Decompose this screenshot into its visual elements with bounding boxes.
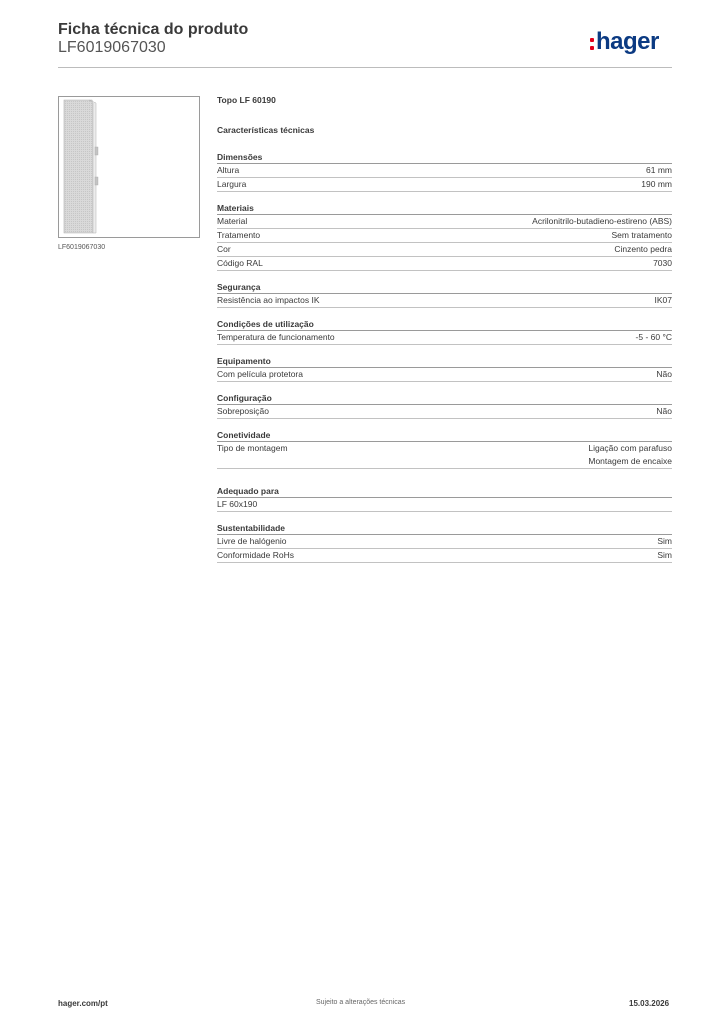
- section-title: Segurança: [217, 281, 672, 294]
- logo-text: hager: [596, 28, 659, 55]
- section-title: Conetividade: [217, 429, 672, 442]
- footer-date: 15.03.2026: [629, 999, 670, 1008]
- spec-label: Livre de halógenio: [217, 536, 287, 546]
- spec-heading: Características técnicas: [217, 125, 315, 135]
- spec-section: [217, 429, 672, 469]
- spec-value: [532, 215, 672, 228]
- spec-value: [614, 243, 672, 256]
- spec-value-line: Sim: [657, 550, 672, 560]
- spec-value: [588, 442, 672, 468]
- spec-value: [641, 178, 672, 191]
- spec-label: LF 60x190: [217, 499, 258, 509]
- spec-section: [217, 522, 672, 563]
- spec-value-line: Sim: [657, 536, 672, 546]
- spec-value: [656, 368, 672, 381]
- spec-section: [217, 392, 672, 419]
- spec-label: Tratamento: [217, 230, 261, 240]
- spec-value-line: 7030: [653, 258, 672, 268]
- spec-value: [655, 294, 673, 307]
- spec-section: [217, 485, 672, 512]
- spec-label: Temperatura de funcionamento: [217, 332, 335, 342]
- footer-notice: Sujeito a alterações técnicas: [316, 999, 406, 1006]
- spec-section: [217, 318, 672, 345]
- spec-label: Resistência ao impactos IK: [217, 295, 320, 305]
- spec-value: [653, 257, 672, 270]
- section-title: Dimensões: [217, 151, 672, 164]
- spec-row: [217, 368, 672, 382]
- product-name: Topo LF 60190: [217, 95, 276, 105]
- spec-label: Conformidade RoHs: [217, 550, 295, 560]
- section-title: Condições de utilização: [217, 318, 672, 331]
- spec-section: [217, 281, 672, 308]
- spec-row: [217, 178, 672, 192]
- spec-row: [217, 294, 672, 308]
- product-image-caption: LF6019067030: [58, 244, 106, 251]
- section-title: Equipamento: [217, 355, 672, 368]
- spec-label: Sobreposição: [217, 406, 269, 416]
- spec-value-line: -5 - 60 °C: [635, 332, 672, 342]
- product-cover-icon: [59, 97, 199, 237]
- spec-section: [217, 202, 672, 271]
- product-code: LF6019067030: [58, 39, 166, 56]
- spec-row: [217, 405, 672, 419]
- spec-value: [636, 331, 672, 344]
- header-divider: [58, 67, 672, 68]
- spec-label: Com película protetora: [217, 369, 303, 379]
- spec-row: [217, 535, 672, 549]
- logo-dots-icon: [590, 36, 595, 50]
- spec-section: [217, 355, 672, 382]
- spec-value: [612, 229, 672, 242]
- spec-value: [657, 535, 672, 548]
- spec-row: [217, 243, 672, 257]
- spec-label: Largura: [217, 179, 247, 189]
- section-title: Configuração: [217, 392, 672, 405]
- spec-section: [217, 151, 672, 192]
- spec-value: [646, 164, 672, 177]
- spec-label: Altura: [217, 165, 240, 175]
- spec-row: [217, 442, 672, 469]
- spec-row: [217, 498, 672, 512]
- section-title: Sustentabilidade: [217, 522, 672, 535]
- specifications: [217, 95, 672, 573]
- hager-logo[interactable]: [590, 28, 659, 56]
- spec-label: Código RAL: [217, 258, 263, 268]
- spec-label: Tipo de montagem: [217, 443, 288, 453]
- spec-value: [656, 405, 672, 418]
- spec-value-line: 61 mm: [646, 165, 672, 175]
- product-image: [58, 96, 200, 238]
- spec-value-line: Não: [656, 406, 672, 416]
- footer-website-link[interactable]: hager.com/pt: [58, 999, 108, 1008]
- spec-row: [217, 215, 672, 229]
- spec-row: [217, 549, 672, 563]
- spec-value-line: IK07: [654, 295, 672, 305]
- spec-row: [217, 257, 672, 271]
- spec-value-line: Sem tratamento: [611, 230, 672, 240]
- spec-sections: [217, 151, 672, 563]
- spec-value-line: Montagem de encaixe: [588, 456, 672, 466]
- spec-row: [217, 229, 672, 243]
- spec-label: Cor: [217, 244, 231, 254]
- spec-row: [217, 331, 672, 345]
- spec-value-line: Acrilonitrilo-butadieno-estireno (ABS): [532, 216, 672, 226]
- spec-label: Material: [217, 216, 248, 226]
- spec-value: [657, 549, 672, 562]
- page-title: Ficha técnica do produto: [58, 21, 249, 38]
- spec-value-line: Não: [656, 369, 672, 379]
- spec-value-line: Ligação com parafuso: [588, 443, 672, 453]
- section-title: Adequado para: [217, 485, 672, 498]
- spec-row: [217, 164, 672, 178]
- section-title: Materiais: [217, 202, 672, 215]
- spec-value-line: 190 mm: [641, 179, 672, 189]
- spec-value-line: Cinzento pedra: [614, 244, 672, 254]
